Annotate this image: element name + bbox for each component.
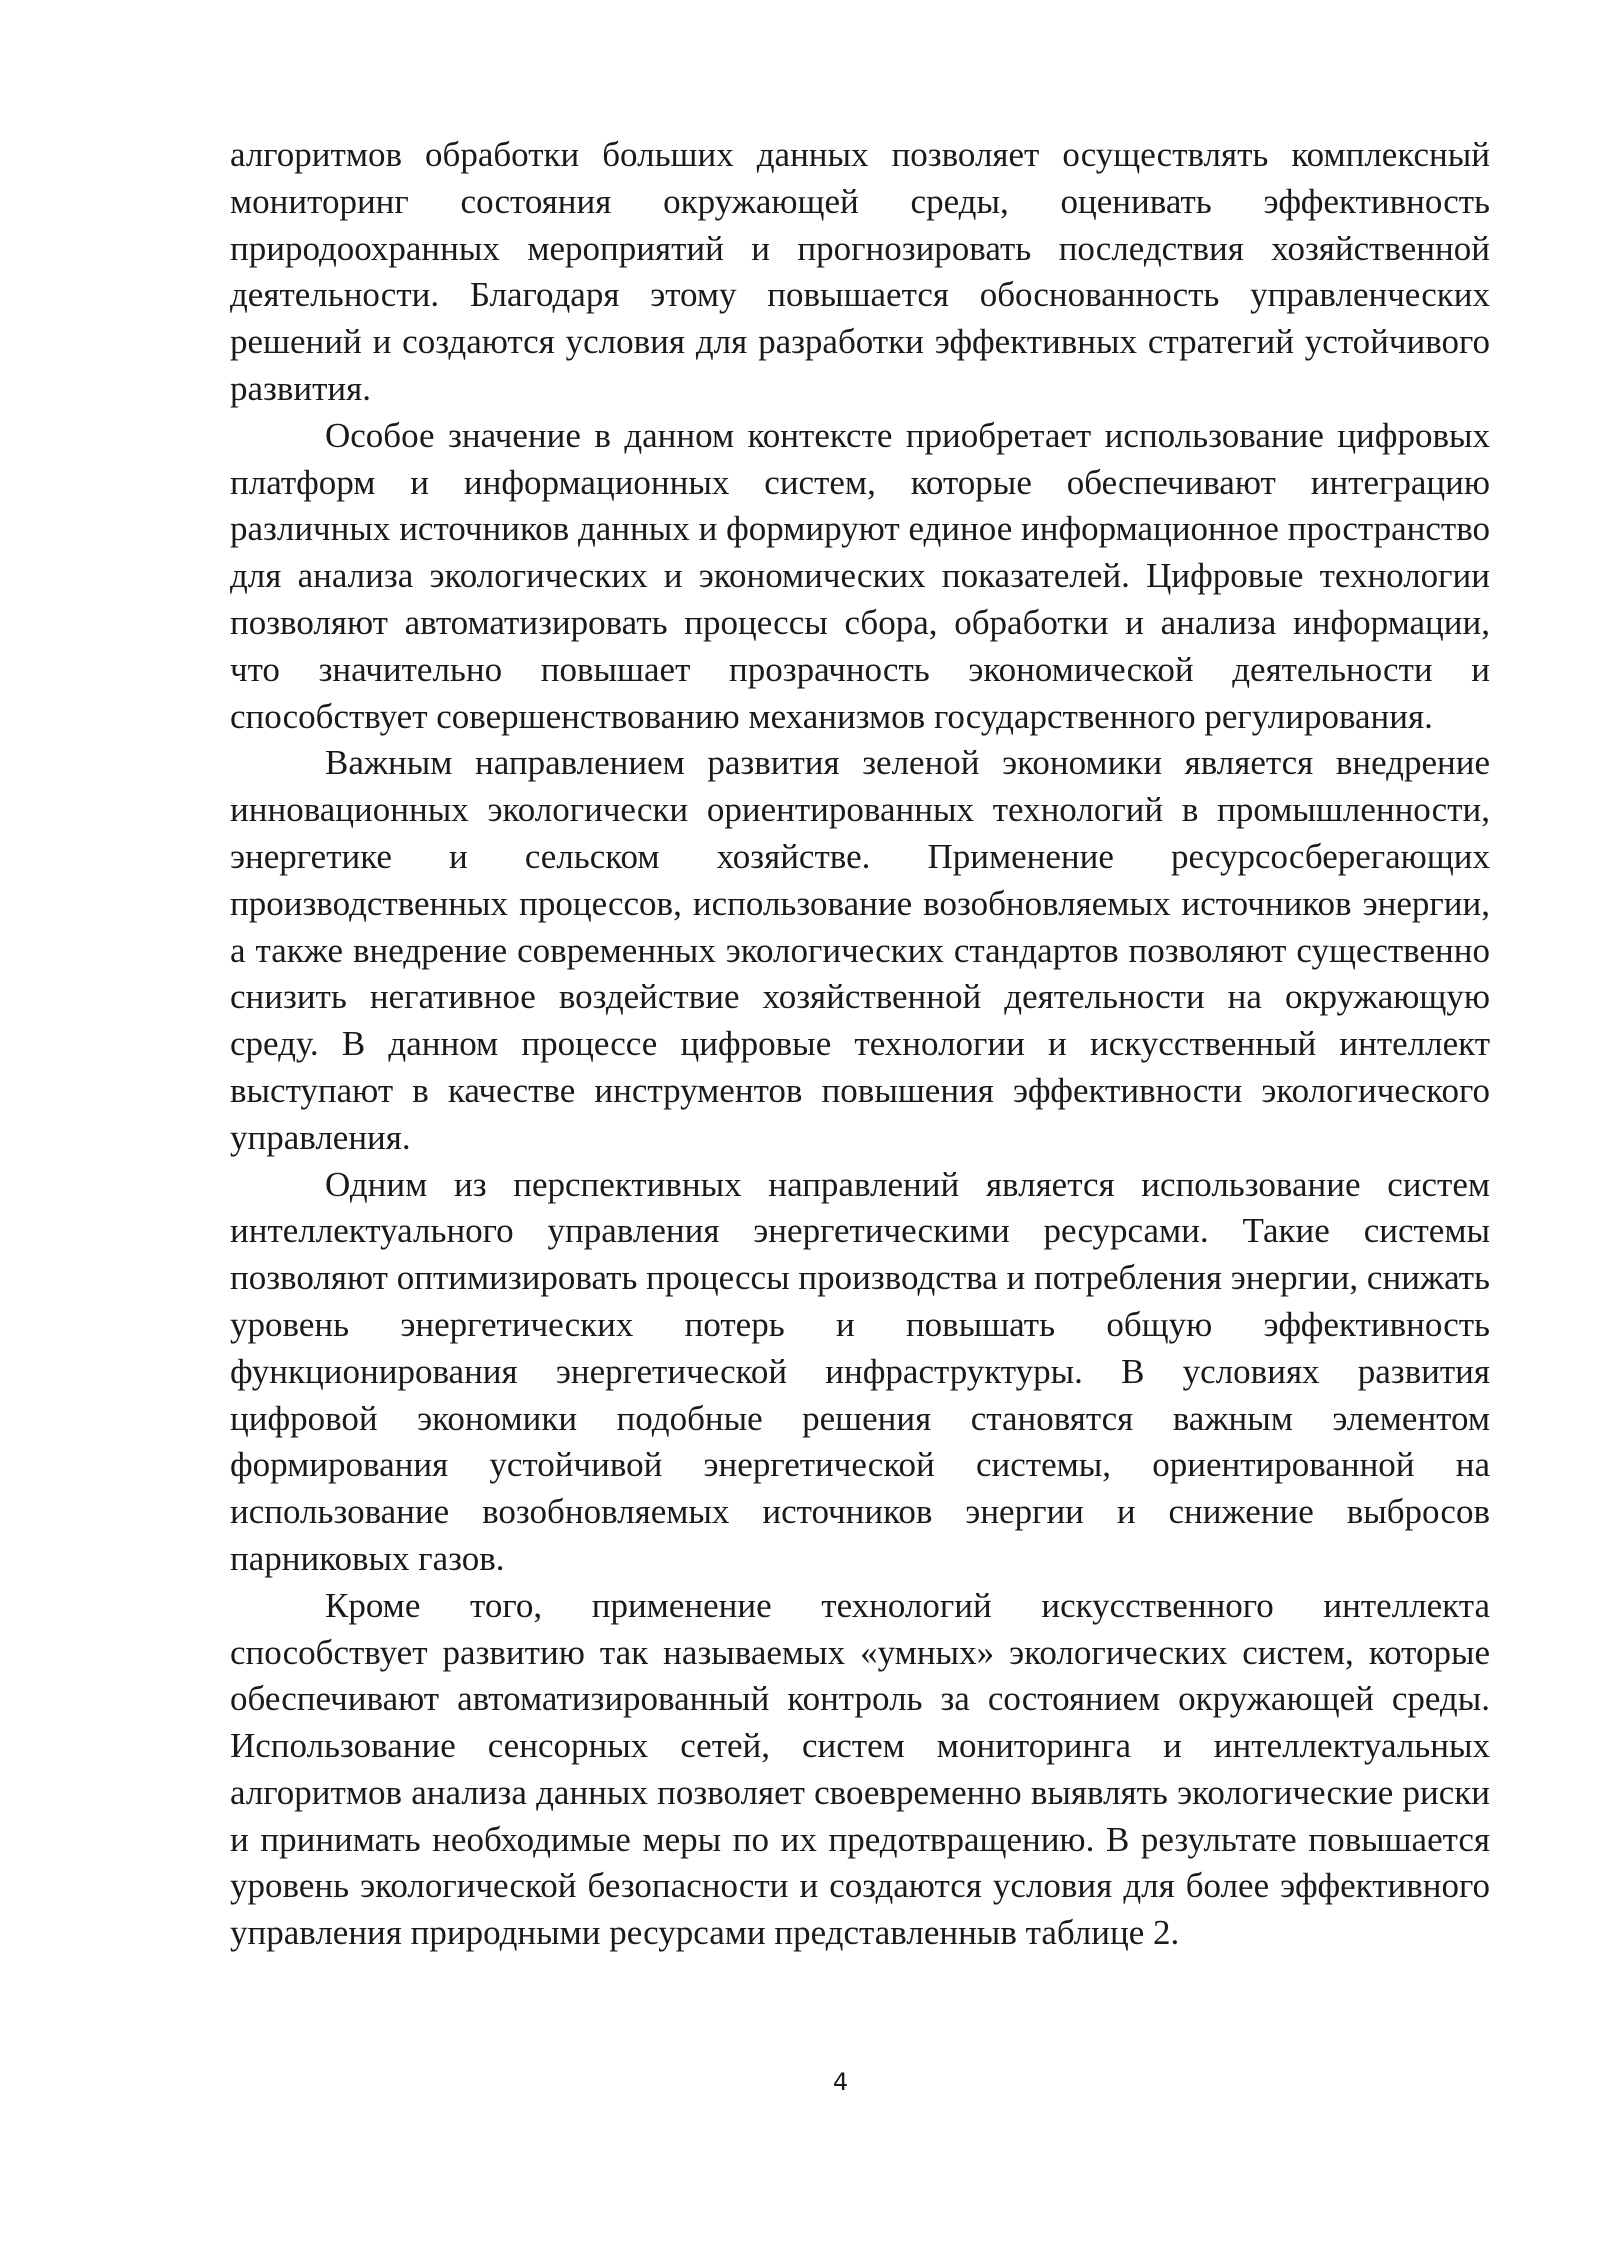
body-text [230,132,1490,1957]
paragraph-energy-management: Одним из перспективных направлений является использование систем интеллектуального управления энергетическими ресурсами. Такие системы позволяют оптимизировать процессы производства и потребления энергии, снижать уровень энергетических потерь и повышать общую эффективность функционирования энергетической инфраструктуры. В условиях развития цифровой экономики подобные решения становятся важным элементом формирования устойчивой энергетической системы, ориентированной на использование возобновляемых источников энергии и снижение выбросов парниковых газов. [230,1164,1490,1578]
paragraph-green-economy: Важным направлением развития зеленой экономики является внедрение инновационных экологически ориентированных технологий в промышленности, энергетике и сельском хозяйстве. Применение ресурсосберегающих производственных процессов, использование возобновляемых источников энергии, а также внедрение современных экологических стандартов позволяют существенно снизить негативное воздействие хозяйственной деятельности на окружающую среду. В данном процессе цифровые технологии и искусственный интеллект выступают в качестве инструментов повышения эффективности экологического управления. [230,743,1490,1157]
paragraph-continuation: алгоритмов обработки больших данных позволяет осуществлять комплексный мониторинг состояния окружающей среды, оценивать эффективность природоохранных мероприятий и прогнозировать последствия хозяйственной деятельности. Благодаря этому повышается обоснованность управленческих решений и создаются условия для разработки эффективных стратегий устойчивого развития. [230,135,1490,408]
page-number: 4 [832,2068,849,2096]
paragraph-smart-systems: Кроме того, применение технологий искусственного интеллекта способствует развитию так называемых «умных» экологических систем, которые обеспечивают автоматизированный контроль за состоянием окружающей среды. Использование сенсорных сетей, систем мониторинга и интеллектуальных алгоритмов анализа данных позволяет своевременно выявлять экологические риски и принимать необходимые меры по их предотвращению. В результате повышается уровень экологической безопасности и создаются условия для более эффективного управления природными ресурсами представленныв таблице 2. [230,1585,1490,1953]
paragraph-digital-platforms: Особое значение в данном контексте приобретает использование цифровых платформ и информационных систем, которые обеспечивают интеграцию различных источников данных и формируют единое информационное пространство для анализа экологических и экономических показателей. Цифровые технологии позволяют автоматизировать процессы сбора, обработки и анализа информации, что значительно повышает прозрачность экономической деятельности и способствует совершенствованию механизмов государственного регулирования. [230,415,1490,736]
